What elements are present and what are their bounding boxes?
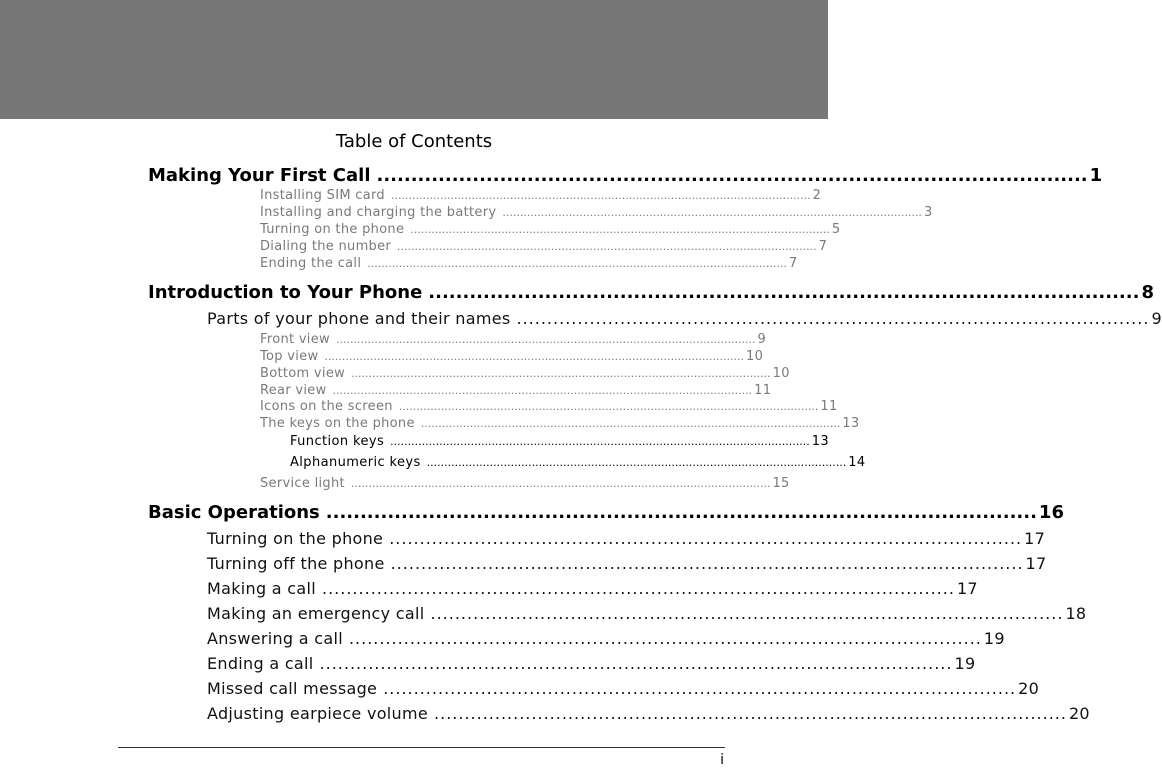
dot-leader: ........................................................................................................ (434, 704, 1067, 723)
toc-entry-label: The keys on the phone (260, 416, 415, 431)
toc-entry-page: 19 (954, 654, 976, 673)
dot-leader: ........................................................................................................ (516, 309, 1150, 328)
toc-entry-page: 7 (818, 239, 828, 254)
dot-leader: ........................................................................................................ (376, 165, 1088, 186)
toc-entry[interactable] (207, 309, 1162, 331)
toc-entry[interactable] (148, 282, 1154, 306)
toc-entry[interactable] (260, 416, 860, 433)
toc-entry-label: Turning off the phone (207, 554, 385, 573)
toc-entry-label: Icons on the screen (260, 399, 393, 414)
toc-entry-label: Missed call message (207, 679, 378, 698)
toc-entry-label: Bottom view (260, 366, 346, 381)
toc-entry-page: 19 (983, 629, 1005, 648)
toc-entry[interactable] (290, 455, 866, 473)
toc-entry-page: 10 (746, 349, 764, 364)
toc-entry[interactable] (207, 654, 976, 676)
dot-leader: ........................................................................................................................ (335, 333, 756, 346)
toc-entry[interactable] (260, 383, 772, 400)
toc-entry-page: 17 (1024, 529, 1046, 548)
dot-leader: ........................................................................................................................ (391, 189, 811, 202)
toc-entry-page: 3 (923, 205, 933, 220)
dot-leader: ........................................................................................................................ (390, 435, 810, 448)
dot-leader: ........................................................................................................................ (426, 456, 847, 469)
toc-entry-label: Installing and charging the battery (260, 205, 497, 220)
toc-entry-page: 11 (754, 383, 772, 398)
dot-leader: ........................................................................................................ (390, 554, 1024, 573)
toc-entry[interactable] (207, 629, 1005, 651)
toc-entry-page: 17 (1025, 554, 1047, 573)
toc-entry-page: 7 (788, 256, 798, 271)
toc-entry-label: Introduction to Your Phone (148, 282, 423, 303)
dot-leader: ........................................................................................................ (430, 604, 1064, 623)
toc-entry-page: 20 (1068, 704, 1090, 723)
toc-entry-label: Parts of your phone and their names (207, 309, 511, 328)
toc-entry-label: Function keys (290, 434, 385, 449)
toc-entry[interactable] (260, 188, 822, 205)
dot-leader: ........................................................................................................................ (350, 477, 771, 490)
toc-entry[interactable] (260, 476, 790, 493)
toc-entry-label: Turning on the phone (207, 529, 384, 548)
dot-leader: ........................................................................................................ (389, 529, 1023, 548)
toc-entry-page: 2 (812, 188, 822, 203)
dot-leader: ........................................................................................................ (428, 282, 1140, 303)
page-number: i (720, 752, 724, 768)
toc-entry[interactable] (260, 222, 841, 239)
toc-entry[interactable] (207, 604, 1087, 626)
toc-entry[interactable] (260, 399, 838, 416)
toc-entry[interactable] (260, 239, 828, 256)
toc-entry-page: 9 (1151, 309, 1162, 328)
toc-entry[interactable] (260, 366, 790, 383)
toc-entry-page: 20 (1018, 679, 1040, 698)
toc-entry-label: Dialing the number (260, 239, 392, 254)
dot-leader: ........................................................................................................ (325, 502, 1037, 523)
toc-entry-label: Turning on the phone (260, 222, 405, 237)
toc-entry[interactable] (148, 165, 1103, 189)
dot-leader: ........................................................................................................................ (324, 350, 744, 363)
toc-entry-page: 9 (757, 332, 767, 347)
dot-leader: ........................................................................................................ (322, 579, 955, 598)
dot-leader: ........................................................................................................ (348, 629, 982, 648)
dot-leader: ........................................................................................................................ (420, 417, 841, 430)
toc-entry-page: 16 (1038, 502, 1064, 523)
toc-entry-label: Adjusting earpiece volume (207, 704, 429, 723)
dot-leader: ........................................................................................................................ (410, 223, 830, 236)
toc-entry-page: 14 (848, 455, 866, 470)
toc-entry-label: Ending a call (207, 654, 314, 673)
toc-entry-label: Alphanumeric keys (290, 455, 421, 470)
toc-entry[interactable] (290, 434, 830, 452)
dot-leader: ........................................................................................................................ (398, 400, 819, 413)
toc-entry[interactable] (260, 332, 767, 349)
toc-entry[interactable] (207, 529, 1046, 551)
toc-entry[interactable] (207, 679, 1040, 701)
toc-title: Table of Contents (335, 131, 493, 152)
toc-entry-label: Making a call (207, 579, 316, 598)
toc-entry-label: Top view (260, 349, 319, 364)
dot-leader: ........................................................................................................................ (367, 257, 787, 270)
toc-entry-page: 13 (842, 416, 860, 431)
toc-entry[interactable] (207, 554, 1047, 576)
toc-entry[interactable] (260, 205, 933, 222)
toc-entry-page: 10 (772, 366, 790, 381)
toc-entry-label: Rear view (260, 383, 327, 398)
toc-entry-page: 15 (772, 476, 790, 491)
toc-entry-label: Making an emergency call (207, 604, 425, 623)
toc-entry-page: 11 (820, 399, 838, 414)
toc-entry-label: Installing SIM card (260, 188, 385, 203)
toc-entry[interactable] (148, 502, 1064, 526)
toc-entry[interactable] (260, 349, 764, 366)
toc-entry[interactable] (207, 579, 978, 601)
dot-leader: ........................................................................................................................ (397, 240, 817, 253)
dot-leader: ........................................................................................................ (383, 679, 1017, 698)
dot-leader: ........................................................................................................ (319, 654, 953, 673)
toc-entry-page: 18 (1065, 604, 1087, 623)
footer-rule (118, 747, 725, 748)
dot-leader: ........................................................................................................................ (502, 206, 922, 219)
dot-leader: ........................................................................................................................ (351, 367, 771, 380)
dot-leader: ........................................................................................................................ (332, 384, 753, 397)
toc-entry-page: 8 (1141, 282, 1154, 303)
toc-entry-label: Basic Operations (148, 502, 320, 523)
toc-entry-page: 17 (956, 579, 978, 598)
toc-entry-page: 5 (831, 222, 841, 237)
toc-entry[interactable] (260, 256, 798, 273)
toc-entry-label: Making Your First Call (148, 165, 371, 186)
toc-entry-label: Service light (260, 476, 345, 491)
toc-entry-page: 1 (1089, 165, 1103, 186)
toc-entry[interactable] (207, 704, 1090, 726)
toc-entry-label: Answering a call (207, 629, 343, 648)
toc-entry-page: 13 (811, 434, 830, 449)
toc-entry-label: Ending the call (260, 256, 362, 271)
toc-entry-label: Front view (260, 332, 330, 347)
